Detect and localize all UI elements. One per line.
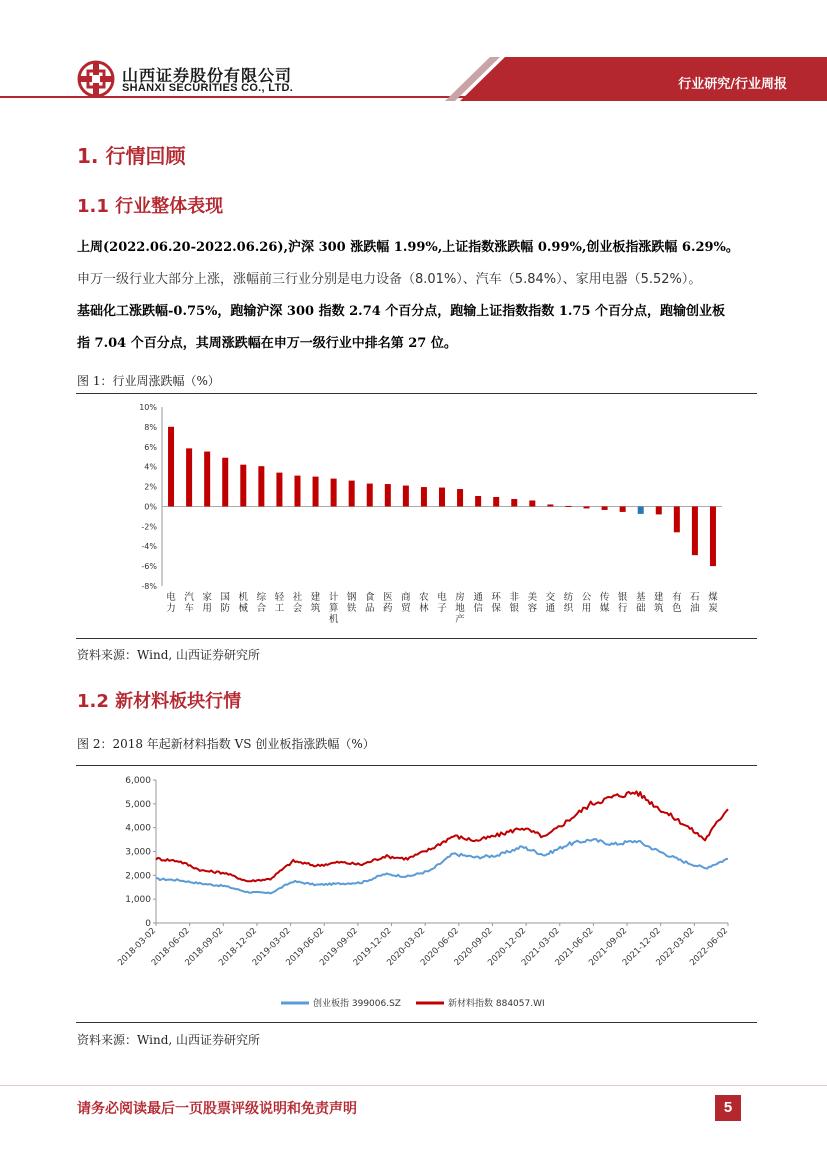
- bar-category-label: 银: [509, 603, 520, 614]
- bar-category-label: 医: [383, 592, 393, 603]
- bar-15: [439, 488, 445, 507]
- bar-category-label: 美: [527, 592, 538, 603]
- paragraph-line-1: 上周(2022.06.20-2022.06.26),沪深 300 涨跌幅 1.99%,上证指数涨跌幅 0.99%,创业板指涨跌幅 6.29%。: [77, 240, 739, 255]
- line-y-tick-label: 3,000: [125, 847, 151, 858]
- line-x-tick-label: 2022-06-02: [688, 926, 731, 969]
- bar-6: [276, 473, 282, 507]
- bar-category-label: 行: [617, 603, 628, 614]
- bar-22: [565, 506, 571, 507]
- bar-y-tick-label: 2%: [144, 482, 157, 492]
- bar-category-label: 通: [545, 603, 556, 614]
- figure2-source: 资料来源：Wind, 山西证券研究所: [77, 1033, 261, 1047]
- line-x-tick-label: 2020-12-02: [486, 926, 529, 969]
- bar-category-label: 公: [581, 592, 592, 603]
- figure2-bottom-rule: [76, 1022, 757, 1023]
- line-x-tick-label: 2021-03-02: [519, 926, 562, 969]
- bar-14: [421, 487, 427, 506]
- bar-category-label: 地: [455, 603, 465, 614]
- figure1-source: 资料来源：Wind, 山西证券研究所: [77, 648, 261, 662]
- bar-category-label: 机: [328, 614, 339, 625]
- company-name-en: SHANXI SECURITIES CO., LTD.: [122, 82, 294, 94]
- line-x-tick-label: 2019-09-02: [317, 926, 361, 969]
- bar-category-label: 防: [220, 603, 230, 614]
- index-line-chart: [76, 767, 757, 1019]
- bar-y-tick-label: -8%: [141, 582, 157, 591]
- line-x-tick-label: 2020-09-02: [452, 926, 495, 969]
- bar-category-label: 算: [328, 603, 339, 614]
- paragraph-line-2: 申万一级行业大部分上涨，涨幅前三行业分别是电力设备（8.01%）、汽车（5.84%）、家用电器（5.52%）。: [77, 272, 702, 287]
- bar-21: [547, 504, 553, 506]
- bar-category-label: 车: [184, 603, 194, 614]
- bar-category-label: 石: [690, 592, 700, 603]
- line-x-tick-label: 2020-06-02: [418, 926, 461, 969]
- bar-y-tick-label: -4%: [141, 542, 157, 552]
- subsection-heading-2: 1.2 新材料板块行情: [77, 691, 242, 712]
- bar-category-label: 轻: [274, 592, 285, 603]
- bar-category-label: 商: [401, 592, 411, 603]
- bar-category-label: 合: [256, 603, 267, 614]
- line-x-tick-label: 2018-06-02: [149, 926, 192, 969]
- bar-category-label: 础: [635, 603, 646, 614]
- line-x-tick-label: 2018-12-02: [217, 926, 260, 969]
- bar-y-tick-label: 10%: [139, 403, 157, 412]
- bar-category-label: 林: [419, 603, 429, 614]
- bar-category-label: 械: [238, 603, 249, 614]
- figure1-top-rule: [76, 393, 757, 394]
- line-x-tick-label: 2021-06-02: [553, 926, 596, 969]
- bar-category-label: 织: [563, 603, 574, 614]
- bar-category-label: 非: [509, 592, 520, 603]
- bar-category-label: 银: [617, 592, 628, 603]
- bar-category-label: 计: [328, 592, 339, 603]
- bar-category-label: 药: [383, 603, 393, 614]
- bar-category-label: 电: [437, 592, 447, 603]
- bar-category-label: 筑: [310, 603, 321, 614]
- legend-label-1: 新材料指数 884057.WI: [448, 999, 545, 1009]
- line-x-tick-label: 2021-12-02: [620, 926, 663, 969]
- bar-category-label: 汽: [184, 592, 194, 603]
- line-x-tick-label: 2021-09-02: [587, 926, 630, 969]
- bar-8: [313, 477, 319, 507]
- bar-category-label: 用: [202, 603, 212, 614]
- bar-category-label: 环: [491, 592, 501, 603]
- bar-category-label: 社: [292, 592, 303, 603]
- bar-category-label: 食: [364, 592, 375, 603]
- bar-30: [710, 506, 716, 566]
- bar-category-label: 房: [455, 592, 465, 603]
- company-name-cn: 山西证券股份有限公司: [122, 66, 293, 85]
- bar-category-label: 铁: [346, 603, 357, 614]
- bar-category-label: 会: [292, 603, 303, 614]
- bar-category-label: 纺: [563, 592, 574, 603]
- footer-rule: [0, 1085, 827, 1086]
- bar-13: [403, 486, 409, 507]
- line-y-tick-label: 6,000: [125, 776, 151, 786]
- bar-12: [385, 484, 391, 506]
- bar-category-label: 媒: [599, 603, 610, 614]
- line-x-tick-label: 2022-03-02: [654, 926, 697, 969]
- bar-category-label: 子: [437, 603, 447, 614]
- paragraph-line-3: 基础化工涨跌幅-0.75%，跑输沪深 300 指数 2.74 个百分点，跑输上证指数指数 1.75 个百分点，跑输创业板: [77, 304, 726, 319]
- report-type-tag: 行业研究/行业周报: [678, 77, 787, 92]
- legend-label-0: 创业板指 399006.SZ: [313, 999, 401, 1009]
- line-y-tick-label: 0: [145, 919, 151, 929]
- bar-y-tick-label: -2%: [141, 522, 157, 532]
- bar-9: [331, 479, 337, 507]
- bar-category-label: 农: [419, 592, 429, 603]
- bar-10: [349, 481, 355, 507]
- bar-category-label: 用: [581, 603, 592, 614]
- bar-category-label: 机: [238, 592, 249, 603]
- line-x-tick-label: 2020-03-02: [385, 926, 428, 969]
- line-y-tick-label: 4,000: [125, 823, 151, 834]
- bar-0: [168, 427, 174, 507]
- bar-category-label: 建: [310, 592, 321, 603]
- bar-category-label: 保: [491, 603, 501, 614]
- figure1-title: 图 1：行业周涨跌幅（%）: [77, 374, 220, 388]
- bar-category-label: 基: [635, 592, 646, 603]
- figure2-top-rule: [76, 765, 757, 766]
- line-y-tick-label: 5,000: [125, 799, 151, 810]
- bar-category-label: 工: [274, 603, 285, 614]
- line-x-tick-label: 2019-06-02: [284, 926, 327, 969]
- bar-7: [294, 476, 300, 507]
- bar-category-label: 家: [202, 592, 212, 603]
- page-number: 5: [715, 1095, 741, 1121]
- bar-11: [367, 484, 373, 507]
- disclaimer-note: 请务必阅读最后一页股票评级说明和免责声明: [77, 1101, 357, 1117]
- subsection-heading-1: 1.1 行业整体表现: [77, 196, 224, 217]
- bar-category-label: 贸: [401, 603, 411, 614]
- bar-1: [186, 448, 192, 506]
- bar-y-tick-label: -6%: [141, 562, 157, 572]
- bar-23: [584, 506, 590, 508]
- bar-category-label: 筑: [654, 603, 664, 614]
- bar-y-tick-label: 8%: [144, 422, 157, 432]
- bar-category-label: 有: [672, 592, 682, 603]
- paragraph-line-4: 指 7.04 个百分点，其周涨跌幅在申万一级行业中排名第 27 位。: [77, 336, 457, 351]
- bar-4: [240, 465, 246, 507]
- bar-category-label: 色: [672, 603, 682, 614]
- bar-category-label: 国: [220, 592, 230, 603]
- bar-24: [602, 506, 608, 509]
- bar-category-label: 电: [166, 592, 176, 603]
- bar-category-label: 力: [166, 603, 176, 614]
- line-x-tick-label: 2019-12-02: [351, 926, 394, 969]
- bar-25: [620, 506, 626, 511]
- line-x-tick-label: 2019-03-02: [250, 926, 293, 969]
- series-line-1: [156, 791, 728, 881]
- bar-category-label: 煤: [708, 592, 718, 603]
- bar-category-label: 油: [690, 603, 700, 614]
- bar-y-tick-label: 4%: [144, 462, 157, 472]
- bar-29: [692, 506, 698, 555]
- bar-27: [656, 506, 662, 514]
- company-logo-icon: [77, 60, 115, 98]
- line-x-tick-label: 2018-09-02: [183, 926, 226, 969]
- bar-20: [529, 500, 535, 506]
- industry-bar-chart: [76, 396, 757, 636]
- bar-5: [258, 466, 264, 506]
- bar-category-label: 炭: [708, 603, 718, 614]
- bar-19: [511, 499, 517, 506]
- bar-18: [493, 497, 499, 506]
- bar-category-label: 品: [364, 603, 375, 614]
- bar-3: [222, 458, 228, 507]
- bar-category-label: 钢: [346, 592, 357, 603]
- bar-y-tick-label: 6%: [144, 442, 157, 452]
- bar-16: [457, 489, 463, 506]
- series-line-0: [156, 839, 728, 893]
- section-heading: 1. 行情回顾: [77, 144, 186, 168]
- bar-category-label: 建: [654, 592, 664, 603]
- bar-category-label: 综: [256, 592, 267, 603]
- bar-category-label: 产: [455, 614, 465, 625]
- bar-y-tick-label: 0%: [144, 502, 157, 512]
- bar-category-label: 交: [545, 592, 556, 603]
- bar-category-label: 通: [473, 592, 483, 603]
- figure1-bottom-rule: [76, 638, 757, 639]
- bar-26: [638, 506, 644, 513]
- figure2-title: 图 2：2018 年起新材料指数 VS 创业板指涨跌幅（%）: [77, 737, 375, 751]
- bar-2: [204, 452, 210, 507]
- bar-category-label: 传: [599, 592, 610, 603]
- bar-17: [475, 496, 481, 506]
- line-y-tick-label: 1,000: [125, 895, 151, 906]
- bar-category-label: 容: [527, 603, 538, 614]
- bar-category-label: 信: [473, 603, 483, 614]
- bar-28: [674, 506, 680, 532]
- line-x-tick-label: 2018-03-02: [116, 926, 159, 969]
- line-y-tick-label: 2,000: [125, 871, 151, 882]
